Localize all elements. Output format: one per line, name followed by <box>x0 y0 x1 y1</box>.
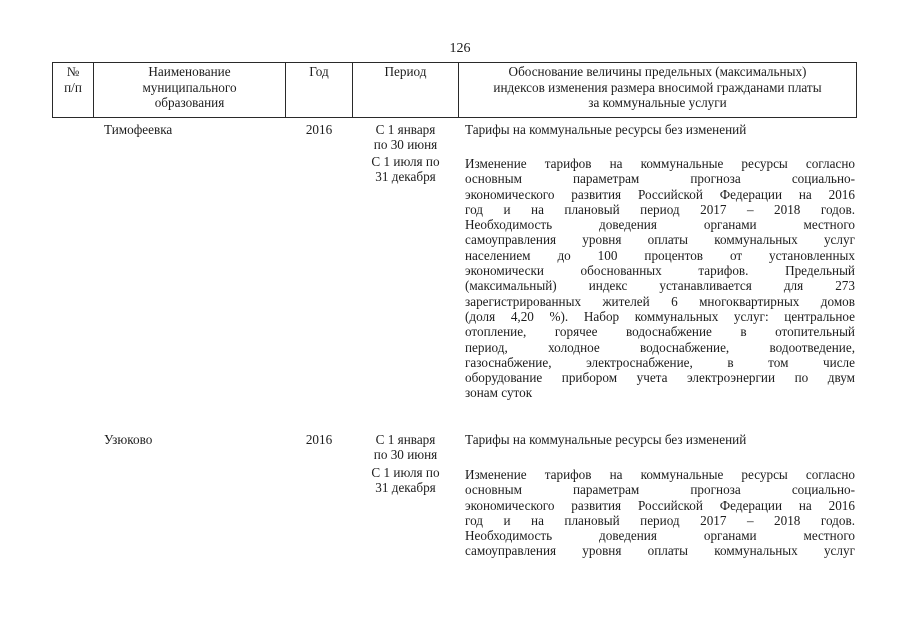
text-line: Изменение тарифов на коммунальные ресурсы согласно <box>465 467 855 482</box>
row-justification-first-half: Тарифы на коммунальные ресурсы без изменений <box>465 432 747 447</box>
text-line: основным параметрам прогноза социально- <box>465 171 855 187</box>
text-line: Необходимость доведения органами местного <box>465 217 855 233</box>
table-top-border <box>52 62 857 63</box>
row-period-first-half: С 1 января по 30 июня <box>373 432 438 463</box>
text-line: экономически обоснованных тарифов. Предельный <box>465 263 855 279</box>
text-line: зонам суток <box>465 385 533 401</box>
text-line: населением до 100 процентов от установленных <box>465 247 855 263</box>
text-line: год и на плановый период 2017 – 2018 годов. <box>465 512 855 528</box>
text-line: зарегистрированных жителей 6 многоквартирных домов <box>465 293 855 309</box>
text-line: период, холодное водоснабжение, водоотведение, <box>465 339 855 355</box>
header-period: Период <box>384 64 427 79</box>
row-year: 2016 <box>305 432 333 447</box>
text-line: самоуправления уровня оплаты коммунальных услуг <box>465 232 855 248</box>
text-line: самоуправления уровня оплаты коммунальных услуг <box>465 543 855 559</box>
row-period-second-half: С 1 июля по 31 декабря <box>371 154 440 185</box>
text-line: экономического развития Российской Федерации на 2016 <box>465 186 855 202</box>
row-municipality-name: Узюково <box>104 432 153 447</box>
text-line: отопление, горячее водоснабжение в отопительный <box>465 324 855 340</box>
text-line: год и на плановый период 2017 – 2018 годов. <box>465 201 855 217</box>
row-justification-second-half <box>465 467 855 559</box>
row-period-second-half: С 1 июля по 31 декабря <box>371 465 440 496</box>
row-justification-first-half: Тарифы на коммунальные ресурсы без изменений <box>465 122 747 137</box>
text-line: оборудование прибором учета электроэнергии по двум <box>465 370 855 386</box>
table-right-border <box>856 62 857 118</box>
text-line: (доля 4,20 %). Набор коммунальных услуг: центральное <box>465 308 855 324</box>
text-line: газоснабжение, электроснабжение, в том числе <box>465 354 855 370</box>
text-line: Необходимость доведения органами местного <box>465 528 855 544</box>
row-justification-second-half <box>465 156 855 401</box>
text-line: основным параметрам прогноза социально- <box>465 482 855 498</box>
text-line: (максимальный) индекс устанавливается для 273 <box>465 278 855 294</box>
text-line: Изменение тарифов на коммунальные ресурсы согласно <box>465 156 855 171</box>
row-year: 2016 <box>305 122 333 137</box>
header-number: № п/п <box>64 64 82 95</box>
row-period-first-half: С 1 января по 30 июня <box>373 122 438 153</box>
header-justification: Обоснование величины предельных (максимальных) индексов изменения размера вносимой гражданами платы за коммунальные услуги <box>493 64 822 110</box>
row-municipality-name: Тимофеевка <box>104 122 173 137</box>
header-year: Год <box>309 64 329 79</box>
header-municipality-name: Наименование муниципального образования <box>142 64 237 110</box>
table-header-bottom-border <box>52 117 857 118</box>
text-line: экономического развития Российской Федерации на 2016 <box>465 497 855 513</box>
page-number: 126 <box>449 41 471 56</box>
